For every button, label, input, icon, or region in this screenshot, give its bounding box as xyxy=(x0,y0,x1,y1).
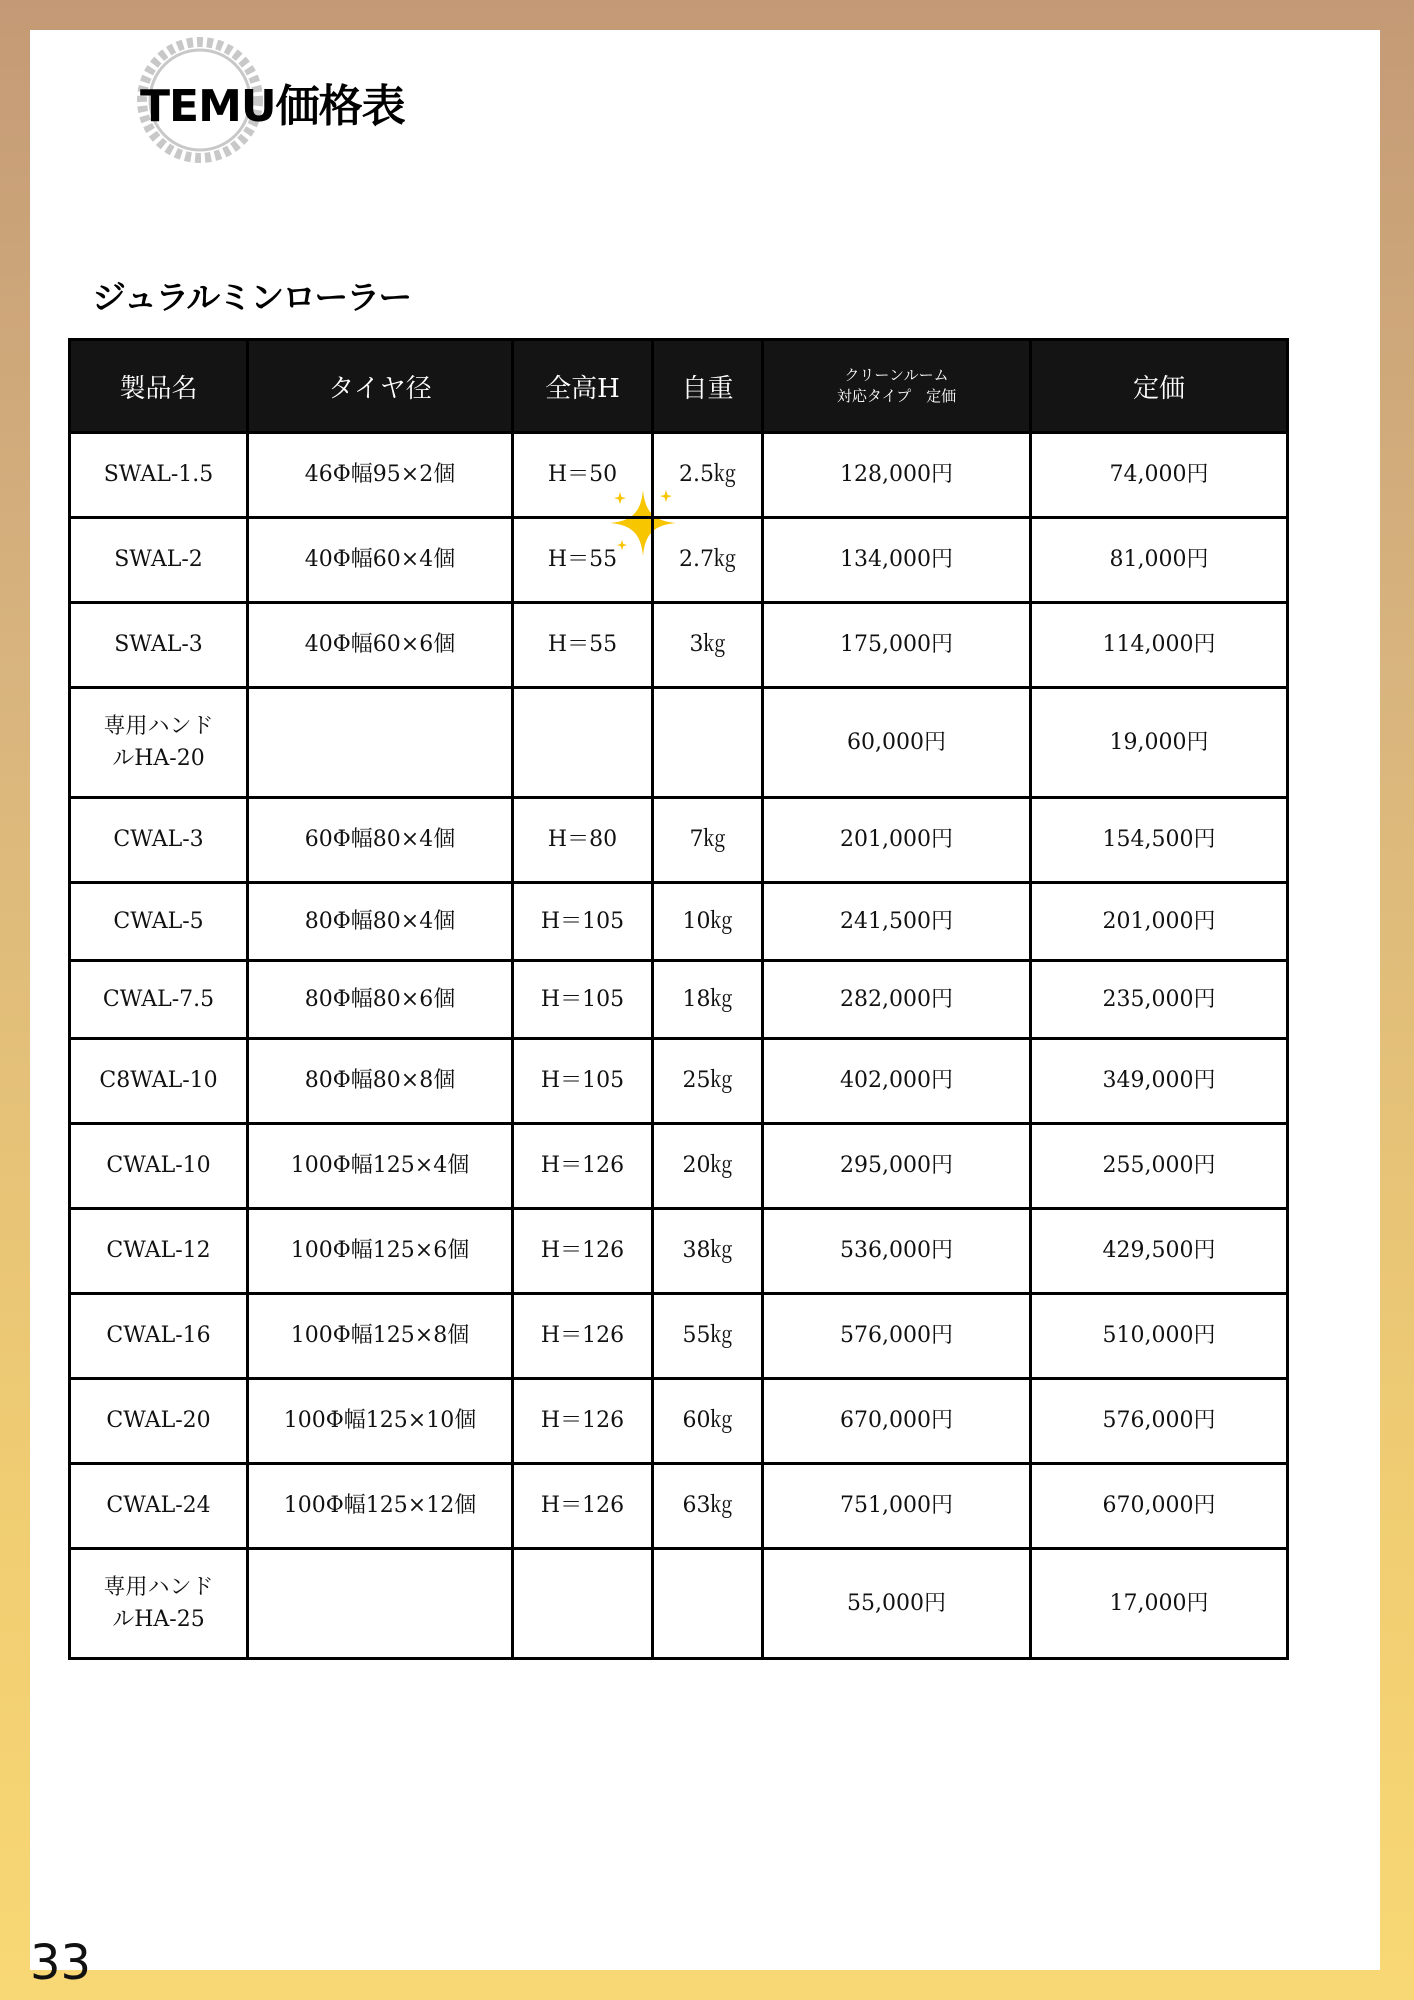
table-row xyxy=(70,1209,1288,1294)
cleanroom-price: 751,000円 xyxy=(763,1464,1031,1549)
weight: 25㎏ xyxy=(653,1039,763,1124)
total-height: H＝105 xyxy=(513,1039,653,1124)
product-name-line1: 専用ハンド xyxy=(103,1574,214,1600)
page-number: 33 xyxy=(30,1935,92,1991)
total-height: H＝80 xyxy=(513,798,653,883)
header-cleanroom xyxy=(763,340,1031,433)
product-name: SWAL-1.5 xyxy=(70,433,248,518)
total-height: H＝126 xyxy=(513,1209,653,1294)
header-product: 製品名 xyxy=(70,340,248,433)
weight xyxy=(653,688,763,798)
tire-size: 100Φ幅125×10個 xyxy=(248,1379,513,1464)
product-name: C8WAL-10 xyxy=(70,1039,248,1124)
product-name-line2: ルHA-20 xyxy=(112,745,205,771)
product-name-line2: ルHA-25 xyxy=(112,1606,205,1632)
header-height: 全高H xyxy=(513,340,653,433)
weight: 20㎏ xyxy=(653,1124,763,1209)
product-name-line1: 専用ハンド xyxy=(103,713,214,739)
cleanroom-price: 295,000円 xyxy=(763,1124,1031,1209)
weight: 2.5㎏ xyxy=(653,433,763,518)
tire-size: 100Φ幅125×4個 xyxy=(248,1124,513,1209)
tire-size: 80Φ幅80×6個 xyxy=(248,961,513,1039)
list-price: 81,000円 xyxy=(1031,518,1288,603)
header-weight: 自重 xyxy=(653,340,763,433)
tire-size: 46Φ幅95×2個 xyxy=(248,433,513,518)
total-height: H＝126 xyxy=(513,1379,653,1464)
total-height xyxy=(513,1549,653,1659)
table-header-row xyxy=(70,340,1288,433)
list-price: 429,500円 xyxy=(1031,1209,1288,1294)
table-row xyxy=(70,518,1288,603)
total-height: H＝126 xyxy=(513,1294,653,1379)
table-row xyxy=(70,1124,1288,1209)
header-cleanroom-line1: クリーンルーム xyxy=(844,366,949,384)
cleanroom-price: 134,000円 xyxy=(763,518,1031,603)
list-price: 154,500円 xyxy=(1031,798,1288,883)
total-height xyxy=(513,688,653,798)
cleanroom-price: 670,000円 xyxy=(763,1379,1031,1464)
list-price: 255,000円 xyxy=(1031,1124,1288,1209)
tire-size xyxy=(248,1549,513,1659)
cleanroom-price: 128,000円 xyxy=(763,433,1031,518)
product-name: CWAL-3 xyxy=(70,798,248,883)
list-price: 74,000円 xyxy=(1031,433,1288,518)
table-row xyxy=(70,1294,1288,1379)
header-cleanroom-line2: 対応タイプ 定価 xyxy=(836,387,957,405)
cleanroom-price: 402,000円 xyxy=(763,1039,1031,1124)
product-name: CWAL-16 xyxy=(70,1294,248,1379)
product-name: CWAL-10 xyxy=(70,1124,248,1209)
logo xyxy=(130,30,430,170)
list-price: 201,000円 xyxy=(1031,883,1288,961)
cleanroom-price: 201,000円 xyxy=(763,798,1031,883)
product-name: CWAL-24 xyxy=(70,1464,248,1549)
header-price: 定価 xyxy=(1031,340,1288,433)
total-height: H＝50 xyxy=(513,433,653,518)
total-height: H＝55 xyxy=(513,603,653,688)
product-name: CWAL-12 xyxy=(70,1209,248,1294)
product-name: SWAL-2 xyxy=(70,518,248,603)
total-height: H＝126 xyxy=(513,1464,653,1549)
total-height: H＝105 xyxy=(513,961,653,1039)
list-price: 114,000円 xyxy=(1031,603,1288,688)
tire-size: 80Φ幅80×4個 xyxy=(248,883,513,961)
list-price: 17,000円 xyxy=(1031,1549,1288,1659)
header-tire: タイヤ径 xyxy=(248,340,513,433)
product-name: CWAL-7.5 xyxy=(70,961,248,1039)
weight: 38㎏ xyxy=(653,1209,763,1294)
list-price: 349,000円 xyxy=(1031,1039,1288,1124)
weight: 55㎏ xyxy=(653,1294,763,1379)
product-name xyxy=(70,1549,248,1659)
price-table xyxy=(68,338,1289,1660)
table-row xyxy=(70,883,1288,961)
table-row xyxy=(70,1549,1288,1659)
cleanroom-price: 175,000円 xyxy=(763,603,1031,688)
weight: 10㎏ xyxy=(653,883,763,961)
product-name: CWAL-20 xyxy=(70,1379,248,1464)
table-row xyxy=(70,603,1288,688)
list-price: 576,000円 xyxy=(1031,1379,1288,1464)
tire-size: 60Φ幅80×4個 xyxy=(248,798,513,883)
total-height: H＝105 xyxy=(513,883,653,961)
cleanroom-price: 60,000円 xyxy=(763,688,1031,798)
product-name xyxy=(70,688,248,798)
section-title: ジュラルミンローラー xyxy=(92,278,411,317)
tire-size xyxy=(248,688,513,798)
cleanroom-price: 241,500円 xyxy=(763,883,1031,961)
list-price: 670,000円 xyxy=(1031,1464,1288,1549)
total-height: H＝126 xyxy=(513,1124,653,1209)
tire-size: 80Φ幅80×8個 xyxy=(248,1039,513,1124)
cleanroom-price: 536,000円 xyxy=(763,1209,1031,1294)
cleanroom-price: 55,000円 xyxy=(763,1549,1031,1659)
logo-text: TEMU価格表 xyxy=(140,81,405,132)
cleanroom-price: 282,000円 xyxy=(763,961,1031,1039)
table-row xyxy=(70,688,1288,798)
weight: 2.7㎏ xyxy=(653,518,763,603)
list-price: 235,000円 xyxy=(1031,961,1288,1039)
weight: 3㎏ xyxy=(653,603,763,688)
list-price: 19,000円 xyxy=(1031,688,1288,798)
tire-size: 40Φ幅60×6個 xyxy=(248,603,513,688)
table-row xyxy=(70,1464,1288,1549)
tire-size: 40Φ幅60×4個 xyxy=(248,518,513,603)
tire-size: 100Φ幅125×8個 xyxy=(248,1294,513,1379)
weight xyxy=(653,1549,763,1659)
table-row xyxy=(70,433,1288,518)
weight: 60㎏ xyxy=(653,1379,763,1464)
product-name: SWAL-3 xyxy=(70,603,248,688)
table-row xyxy=(70,1379,1288,1464)
cleanroom-price: 576,000円 xyxy=(763,1294,1031,1379)
table-row xyxy=(70,961,1288,1039)
weight: 63㎏ xyxy=(653,1464,763,1549)
tire-size: 100Φ幅125×6個 xyxy=(248,1209,513,1294)
table-row xyxy=(70,1039,1288,1124)
table-row xyxy=(70,798,1288,883)
list-price: 510,000円 xyxy=(1031,1294,1288,1379)
total-height: H＝55 xyxy=(513,518,653,603)
weight: 18㎏ xyxy=(653,961,763,1039)
tire-size: 100Φ幅125×12個 xyxy=(248,1464,513,1549)
weight: 7㎏ xyxy=(653,798,763,883)
product-name: CWAL-5 xyxy=(70,883,248,961)
